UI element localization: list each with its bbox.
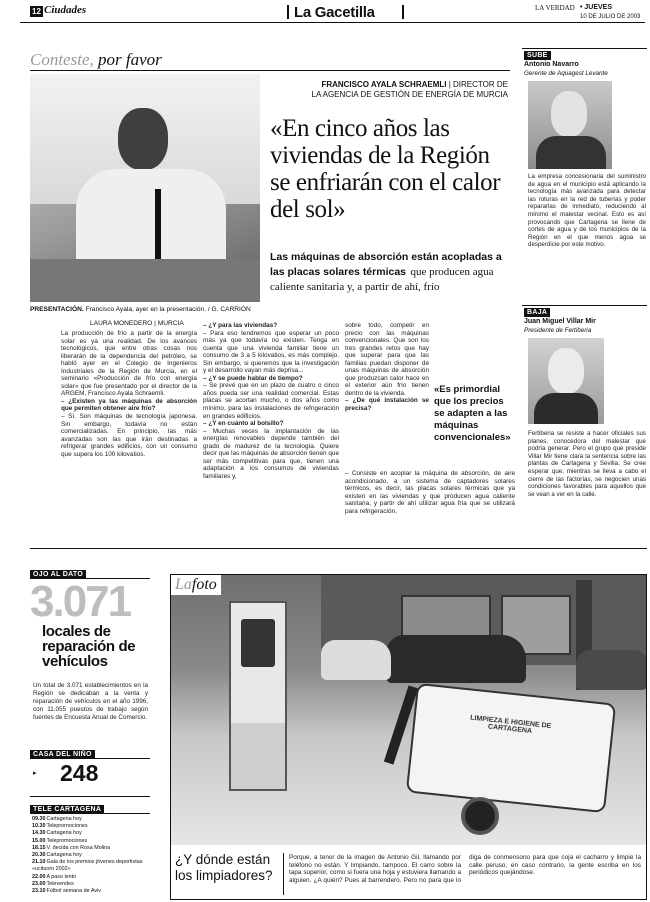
paragraph: La producción de frío a partir de la energía solar es ya una realidad. De los avances tecnológicos, que entre otras cosas nos liberarán de la dependencia del petróleo, se habló ayer en el Colegio de Ingenieros Industriales de la Región de Murcia, en el seminario «Producción de frío con energía solar» que fue presentado por el director de la ARGEM, Francisco Ayala Schraemli. [61, 330, 197, 398]
tv-time: 23.10 [32, 888, 46, 895]
car [386, 635, 526, 683]
interview-byline [268, 80, 508, 100]
tele-label: TELE CARTAGENA [30, 805, 104, 814]
tv-time: 22.00 [32, 873, 46, 880]
paragraph: – Se prevé que en un plazo de cuatro o cinco años pueda ser una realidad comercial. Estas placas se acortan mucho, o dos años como mínimo, para las instalaciones de refrigeración en grandes edificios. [203, 382, 339, 420]
byline-separator: | [448, 80, 451, 89]
person-head [118, 108, 168, 170]
sube-label: SUBE [524, 51, 551, 60]
phone-booth [229, 601, 287, 791]
person-body [534, 393, 598, 424]
foto-kicker [171, 575, 221, 595]
paragraph: – Para eso tendremos que esperar un poco más ya que todavía no existen. Tenga en cuenta que una vivienda familiar tiene un consumo de 3 a 5 kilovatios, es más complejo. Sin embargo, si queremos que la investigación y el desarrollo vayan más deprisa... [203, 329, 339, 375]
payphone-icon [241, 619, 275, 667]
baja-label: BAJA [524, 308, 550, 317]
interview-headline: «En cinco años las viviendas de la Región se enfriarán con el calor del sol» [270, 115, 501, 223]
foto-question: ¿Y dónde están los limpiadores? [175, 852, 273, 883]
article-col-3 [345, 322, 429, 413]
tv-time: 21.10 [32, 859, 46, 866]
tv-row [32, 838, 150, 845]
tv-show: Televendes [46, 880, 74, 887]
question: – ¿De qué instalación se precisa? [345, 397, 429, 413]
article-col-1 [61, 330, 197, 458]
tv-row [32, 852, 150, 859]
tv-row [32, 845, 150, 852]
ojo-number: 3.071 [30, 577, 131, 626]
page-number: 12 [32, 7, 41, 16]
street-photo [171, 575, 647, 845]
sube-box [522, 48, 647, 290]
casa-bottom-rule [30, 796, 150, 797]
byline-role: DIRECTOR DE [453, 80, 508, 89]
tv-time: 20.30 [32, 852, 46, 859]
byline-name: FRANCISCO AYALA SCHRAEMLI [321, 80, 447, 89]
kicker-rule [30, 70, 510, 71]
author-name: LAURA MONEDERO [90, 320, 153, 327]
kicker-light: Conteste, [30, 50, 94, 69]
tv-row [32, 881, 150, 888]
date: 10 DE JULIO DE 2003 [580, 14, 641, 20]
baja-box [522, 305, 647, 545]
paragraph: – Consiste en acoplar la máquina de absorción, de aire acondicionado, a un sistema de captadores solares térmicos, es decir, las placas solares térmicas que ya existen en las viviendas y que producen agua caliente sanitaria, y partir de ahí utilizar agua fría que se utilizará para refrigeración. [345, 470, 515, 515]
kicker-dark: por favor [98, 50, 162, 69]
caption-label: PRESENTACIÓN. [30, 306, 84, 313]
foto-text: Porque, a tenor de la imagen de Antonio Gil, llamando por teléfono no están. Y limpiando, tampoco. El carro sobre la tapa superior, como si fuera una hoja y estuviera llamando a alguien. ¿A quién? Pues al barrendero. Pero no para que lo diga de conmensono para que coja el cacharro y limpie la calle peruso, en caso contrario, la gente escriba en los periódicos quejándose. [289, 854, 641, 885]
tv-time: 14.30 [32, 830, 46, 837]
question: – ¿Y en cuánto al bolsillo? [203, 420, 284, 428]
car [576, 650, 647, 690]
cart-wheel [461, 797, 499, 835]
ojo-label: OJO AL DATO [30, 570, 86, 579]
supplement-title: La Gacetilla [294, 4, 375, 21]
casa-number: 248 [60, 760, 99, 786]
casa-arrow-icon: ▸ [33, 770, 37, 777]
caption-text: Francisco Ayala, ayer en la presentación. / G. CARRIÓN [85, 306, 251, 313]
sube-text: La empresa concesionaria del suministro de agua en el municipio está aplicando la tecnología más avanzada para detectar las roturas en la red de tuberías y poder repararlas de inmediato, reduciendo al mínimo el malestar vecinal. Esto es así provocando que Cartagena se llene de cortes de agua y de los municipios de la Región en el que menos agua se desperdicie por este motivo. [528, 173, 646, 249]
tv-schedule [32, 816, 150, 895]
deck-bold: Las máquinas de absorción están acopladas a las placas solares térmicas [270, 251, 502, 278]
cart-label: LIMPIEZA E HIGIENE DE CARTAGENA [469, 714, 552, 736]
foto-box [170, 574, 647, 900]
paragraph: – Muchas veces la implantación de las energías renovables depende también del grado de madurez de la tecnología. Quiere decir que las máquinas de absorción tienen que ser más competitivas para que, tienen una adaptación a los consumos de viviendas familiares y, [203, 427, 339, 480]
person-head [548, 348, 584, 394]
paragraph: – Sí. Son máquinas de tecnología japonesa. Sin embargo, todavía no están comercializadas. En principio, las más avanzadas son las que irán destinadas a refrigerar grandes edificios, con un consumo que supera los 100 kilovatios. [61, 413, 197, 458]
booth-base [231, 723, 285, 789]
tv-row [32, 859, 150, 873]
car [321, 640, 391, 680]
tv-show: Teleprornociones [46, 823, 88, 830]
byline-role-2: LA AGENCIA DE GESTIÓN DE ENERGÍA DE MURCIA [311, 90, 508, 99]
article-col-2 [203, 322, 339, 480]
author-sep: | [154, 320, 156, 327]
question: – ¿Y se puede hablar de tiempo? [203, 374, 303, 382]
tv-row [32, 816, 150, 823]
casa-label: CASA DEL NIÑO [30, 750, 95, 759]
tv-time: 18.15 [32, 844, 46, 851]
tv-time: 09.30 [32, 816, 46, 822]
page-header [20, 4, 645, 23]
deck-light: que producen agua caliente sanitaria y, a partir de ahí, frío [270, 266, 494, 293]
article-col-3-bottom [345, 470, 515, 515]
kicker-dark: foto [191, 576, 217, 593]
cleaning-cart [406, 683, 616, 813]
tv-show: Telepromociones [46, 837, 88, 844]
ojo-title: locales de reparación de vehículos [42, 623, 136, 670]
divider [287, 5, 289, 19]
person-head [551, 91, 587, 137]
tv-show: V. decida con Rosa Molina [46, 844, 111, 851]
interview-kicker [30, 50, 162, 70]
tv-row [32, 874, 150, 881]
tv-row [32, 823, 150, 830]
sube-role: Gerente de Aquagest Levante [524, 70, 608, 77]
tv-show: Cartagena hoy [46, 816, 82, 822]
tv-show: Fútbol semana de Aviv [46, 888, 101, 895]
interview-deck [270, 249, 510, 294]
section-name: Ciudades [44, 4, 87, 16]
tv-row [32, 888, 150, 895]
paragraph: sobre todo, competir en precio con las máquinas convencionales. Que son los tres grandes retos que hay que superar para que las familias puedan disponer de unas máquinas de absorción que produzcan calor hace en el exterior aún frío tienen dentro de la vivienda. [345, 322, 429, 397]
baja-photo [528, 338, 604, 424]
author-city: MURCIA [157, 320, 184, 327]
tele-rule [30, 813, 150, 814]
sube-name: Antonio Navarro [524, 61, 579, 68]
divider [402, 5, 404, 19]
baja-name: Juan Miguel Villar Mir [524, 318, 596, 325]
tv-time: 10.30 [32, 823, 46, 830]
tv-row [32, 830, 150, 837]
casa-rule [30, 758, 150, 759]
table [30, 259, 260, 302]
weekday: • JUEVES [580, 4, 613, 11]
kicker-light: La [175, 576, 192, 593]
bottom-rule [30, 548, 647, 549]
question: – ¿Existen ya las máquinas de absorción que permiten obtener aire frío? [61, 397, 197, 413]
foto-divider [283, 853, 284, 895]
interview-photo [30, 74, 260, 302]
tv-show: Gala de los premios jóvenes deportistas «ucituoro 2002» [32, 859, 143, 873]
photo-caption [30, 306, 265, 313]
tv-time: 15.00 [32, 837, 46, 844]
pull-quote: «Es primordial que los precios se adapten a las máquinas convencionales» [434, 384, 511, 443]
tv-time: 23.00 [32, 880, 46, 887]
tv-show: A paso lento [46, 873, 77, 880]
sube-photo [528, 81, 612, 169]
newspaper-name: LA VERDAD [535, 4, 575, 12]
baja-text: Fertiberia se resiste a hacer oficiales sus planes, conocedora del malestar que podría generar. Pero el grupo que preside Villar Mir tiene clara la sentencia sobre las plantas de Cartagena y Sevilla. Se cree esperar que, mientras se lleva a cabo el cierre de las factorías, se negocien unas condiciones favorables para aquellos que se vean a ver en la calle. [528, 430, 646, 498]
author-line [90, 320, 184, 327]
person-body [536, 136, 606, 169]
baja-role: Presidente de Fertiberia [524, 327, 592, 334]
ojo-text: Un total de 3.071 establecimientos en la Región se dedicaban a la venta y reparación de vehículos en el año 1996, con 11.055 puestos de trabajo según fuentes de Encuesta Anual de Comercio. [33, 682, 148, 721]
tv-show: Cartagena hoy [46, 852, 82, 859]
tv-show: Cartagena hoy [46, 830, 82, 837]
question: – ¿Y para las viviendas? [203, 322, 278, 329]
